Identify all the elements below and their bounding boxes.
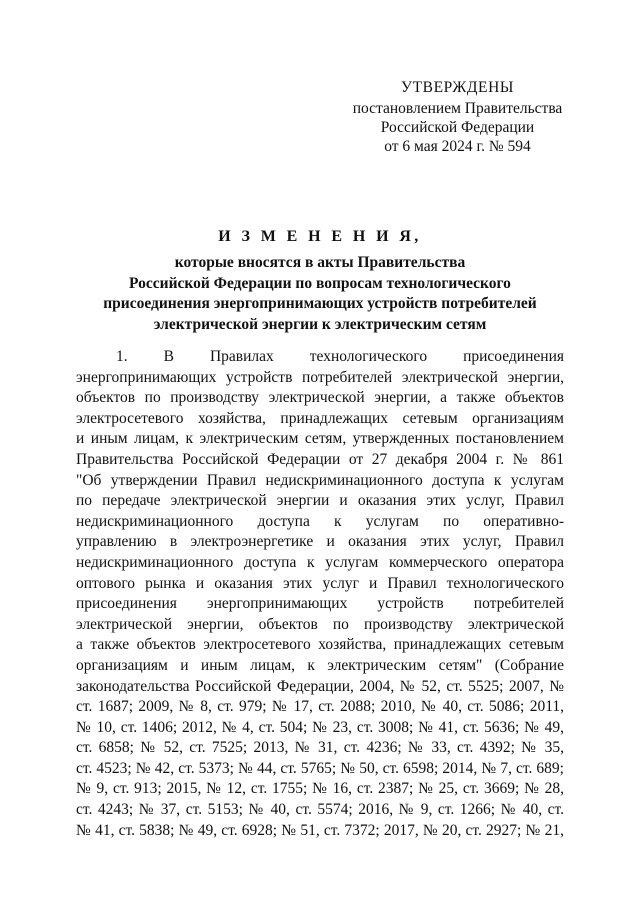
paragraph-line: электрической энергии, объектов по производству электрической [76,615,564,633]
paragraph-line: 1. В Правилах технологического присоединения [116,348,564,365]
paragraph-line: ст. 1687; 2009, № 8, ст. 979; № 17, ст. 2088; 2010, № 40, ст. 5086; 2011, [76,698,564,716]
paragraph-line: Правительства Российской Федерации от 27 декабря 2004 г. № 861 [76,450,564,468]
body-paragraph [76,347,564,841]
paragraph-line: № 9, ст. 913; 2015, № 12, ст. 1755; № 16, ст. 2387; № 25, ст. 3669; № 28, [76,780,564,798]
paragraph-line: законодательства Российской Федерации, 2004, № 52, ст. 5525; 2007, № [76,677,564,695]
paragraph-line: оптового рынка и оказания этих услуг и Правил технологического [76,574,564,592]
paragraph-line: объектов по производству электрической энергии, а также объектов [76,389,564,407]
paragraph-line: "Об утверждении Правил недискриминационного доступа к услугам [76,471,564,489]
paragraph-line: ст. 4523; № 42, ст. 5373; № 44, ст. 5765; № 50, ст. 6598; 2014, № 7, ст. 689; [76,759,564,777]
subtitle-line: присоединения энергопринимающих устройств потребителей [103,295,537,312]
paragraph-line: недискриминационного доступа к услугам коммерческого оператора [76,553,564,571]
paragraph-line: по передаче электрической энергии и оказания этих услуг, Правил [76,492,564,510]
document-title: И З М Е Н Е Н И Я, [218,228,422,245]
paragraph-line: присоединения энергопринимающих устройств потребителей [76,595,564,613]
approval-line: постановлением Правительства [352,100,563,117]
subtitle-line: электрической энергии к электрическим сетям [153,315,487,333]
approval-block [330,78,585,156]
paragraph-line: энергопринимающих устройств потребителей электрической энергии, [76,368,564,386]
document-subtitle [0,253,640,335]
paragraph-line: организациям и иным лицам, к электрическим сетям" (Собрание [76,656,564,674]
paragraph-line: а также объектов электросетевого хозяйства, принадлежащих сетевым [76,636,564,654]
title-block [0,226,640,335]
subtitle-line: Российской Федерации по вопросам технологического [129,274,511,292]
paragraph-line: управлению в электроэнергетике и оказания этих услуг, Правил [76,533,564,551]
paragraph-line: № 41, ст. 5838; № 49, ст. 6928; № 51, ст. 7372; 2017, № 20, ст. 2927; № 21, [76,821,564,839]
approval-line: Российской Федерации [380,119,535,136]
paragraph-line: ст. 4243; № 37, ст. 5153; № 40, ст. 5574; 2016, № 9, ст. 1266; № 40, ст. [76,801,564,819]
paragraph-line: № 10, ст. 1406; 2012, № 4, ст. 504; № 23, ст. 3008; № 41, ст. 5636; № 49, [76,718,564,736]
approval-line: от 6 мая 2024 г. № 594 [384,138,531,155]
paragraph-line: ст. 6858; № 52, ст. 7525; 2013, № 31, ст. 4236; № 33, ст. 4392; № 35, [76,739,564,757]
paragraph-line: электросетевого хозяйства, принадлежащих сетевым организациям [76,409,564,427]
paragraph-line: недискриминационного доступа к услугам по оперативно- [76,512,564,530]
subtitle-line: которые вносятся в акты Правительства [174,254,466,271]
paragraph-line: и иным лицам, к электрическим сетям, утвержденных постановлением [76,430,564,448]
approval-heading: УТВЕРЖДЕНЫ [401,79,514,96]
